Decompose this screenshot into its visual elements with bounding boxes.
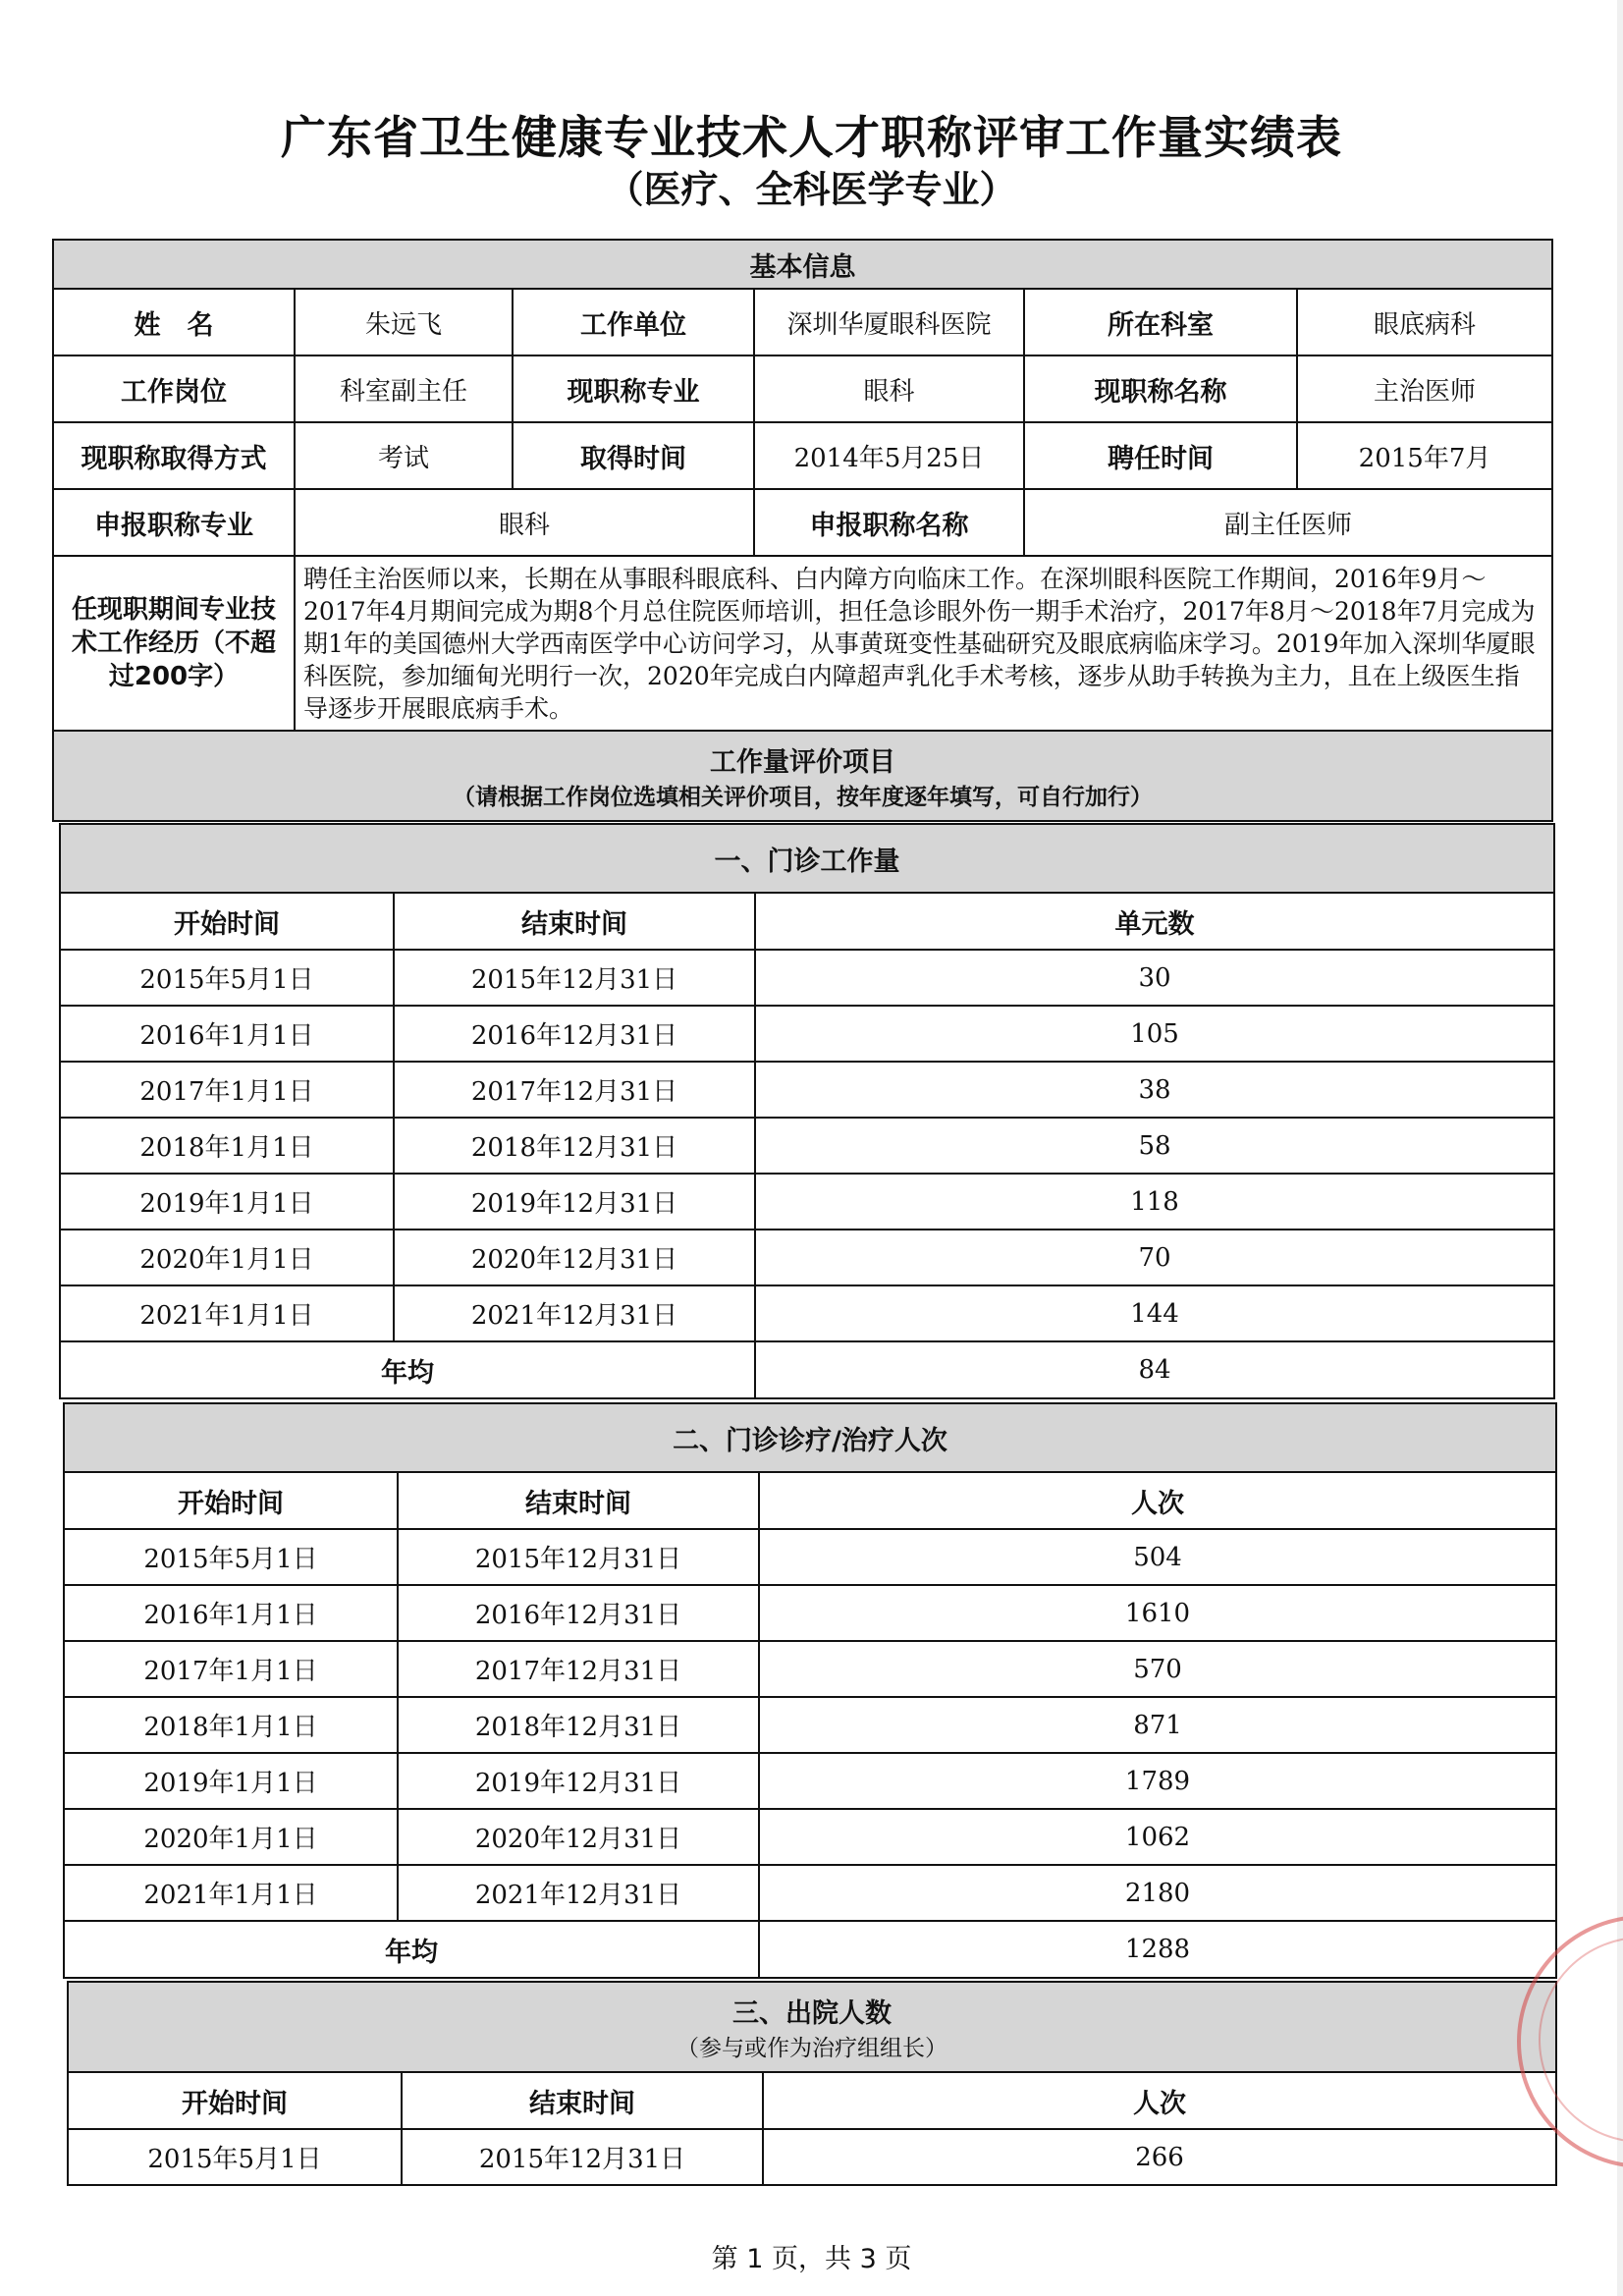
cell-end: 2021年12月31日 <box>398 1865 759 1921</box>
cell-end: 2020年12月31日 <box>398 1809 759 1865</box>
table-row <box>60 950 1554 1006</box>
outpatient-workload-table <box>59 823 1555 1399</box>
cell-start: 2017年1月1日 <box>64 1641 398 1697</box>
cell-start: 2019年1月1日 <box>64 1753 398 1809</box>
cell-value: 118 <box>755 1174 1554 1230</box>
obtain-time-value: 2014年5月25日 <box>754 422 1024 489</box>
cell-value: 70 <box>755 1230 1554 1285</box>
table-row <box>64 1697 1556 1753</box>
obtain-way-value: 考试 <box>295 422 513 489</box>
apply-major-value: 眼科 <box>295 489 754 556</box>
cell-start: 2018年1月1日 <box>60 1118 394 1174</box>
table-row <box>60 1006 1554 1062</box>
red-seal-inner-ring <box>1539 1937 1623 2143</box>
sec1-title: 一、门诊工作量 <box>60 824 1554 893</box>
apply-title-label: 申报职称名称 <box>754 489 1024 556</box>
cur-major-label: 现职称专业 <box>513 355 754 422</box>
obtain-time-label: 取得时间 <box>513 422 754 489</box>
sec3-rows <box>68 2129 1556 2185</box>
sec1-col-start: 开始时间 <box>60 893 394 950</box>
page-footer <box>0 2237 1623 2275</box>
sec1-col-value: 单元数 <box>755 893 1554 950</box>
post-value: 科室副主任 <box>295 355 513 422</box>
table-row <box>60 1230 1554 1285</box>
cell-value: 1062 <box>759 1809 1556 1865</box>
post-label: 工作岗位 <box>53 355 295 422</box>
cell-start: 2020年1月1日 <box>60 1230 394 1285</box>
dept-label: 所在科室 <box>1024 289 1297 355</box>
cell-value: 58 <box>755 1118 1554 1174</box>
cell-start: 2016年1月1日 <box>60 1006 394 1062</box>
sec3-title: 三、出院人数 <box>732 1998 893 2029</box>
cell-value: 504 <box>759 1529 1556 1585</box>
sec3-col-start: 开始时间 <box>68 2072 402 2129</box>
table-row <box>60 1285 1554 1341</box>
table-row <box>64 1529 1556 1585</box>
sec2-avg-value: 1288 <box>759 1921 1556 1978</box>
evaluation-title: 工作量评价项目 <box>710 747 896 778</box>
cell-value: 30 <box>755 950 1554 1006</box>
sec3-header <box>68 1982 1556 2072</box>
dept-value: 眼底病科 <box>1297 289 1552 355</box>
sec2-rows <box>64 1529 1556 1921</box>
cell-value: 2180 <box>759 1865 1556 1921</box>
cell-end: 2015年12月31日 <box>402 2129 763 2185</box>
hire-time-label: 聘任时间 <box>1024 422 1297 489</box>
cell-value: 105 <box>755 1006 1554 1062</box>
cell-start: 2017年1月1日 <box>60 1062 394 1118</box>
sec1-avg-label: 年均 <box>60 1341 755 1398</box>
cell-end: 2020年12月31日 <box>394 1230 755 1285</box>
sec1-rows <box>60 950 1554 1341</box>
table-row <box>60 1174 1554 1230</box>
sec3-col-value: 人次 <box>763 2072 1556 2129</box>
document-title: 广东省卫生健康专业技术人才职称评审工作量实绩表 <box>281 111 1342 164</box>
footer-prefix: 第 <box>711 2244 738 2274</box>
cell-start: 2020年1月1日 <box>64 1809 398 1865</box>
sec2-title: 二、门诊诊疗/治疗人次 <box>64 1403 1556 1472</box>
cell-start: 2021年1月1日 <box>60 1285 394 1341</box>
footer-page: 1 <box>746 2244 764 2274</box>
table-row <box>60 1062 1554 1118</box>
experience-text: 聘任主治医师以来，长期在从事眼科眼底科、白内障方向临床工作。在深圳眼科医院工作期间，2016年9月～2017年4月期间完成为期8个月总住院医师培训，担任急诊眼外伤一期手术治疗，2017年8月～2018年7月完成为期1年的美国德州大学西南医学中心访问学习，从事黄斑变性基础研究及眼底病临床学习。2019年加入深圳华厦眼科医院，参加缅甸光明行一次，2020年完成白内障超声乳化手术考核，逐步从助手转换为主力，且在上级医生指导逐步开展眼底病手术。 <box>295 556 1552 731</box>
table-row <box>64 1585 1556 1641</box>
cell-start: 2019年1月1日 <box>60 1174 394 1230</box>
cell-start: 2015年5月1日 <box>60 950 394 1006</box>
experience-label: 任现职期间专业技术工作经历（不超过200字） <box>53 556 295 731</box>
name-label: 姓 名 <box>53 289 295 355</box>
table-row <box>64 1753 1556 1809</box>
hire-time-value: 2015年7月 <box>1297 422 1552 489</box>
cell-end: 2015年12月31日 <box>394 950 755 1006</box>
unit-label: 工作单位 <box>513 289 754 355</box>
cell-value: 144 <box>755 1285 1554 1341</box>
table-row <box>64 1865 1556 1921</box>
sec2-col-end: 结束时间 <box>398 1472 759 1529</box>
cur-title-value: 主治医师 <box>1297 355 1552 422</box>
footer-suffix: 页 <box>885 2244 912 2274</box>
name-value: 朱远飞 <box>295 289 513 355</box>
sec2-col-start: 开始时间 <box>64 1472 398 1529</box>
cell-end: 2017年12月31日 <box>398 1641 759 1697</box>
cell-start: 2015年5月1日 <box>68 2129 402 2185</box>
cell-end: 2018年12月31日 <box>394 1118 755 1174</box>
cell-end: 2018年12月31日 <box>398 1697 759 1753</box>
cell-end: 2015年12月31日 <box>398 1529 759 1585</box>
cell-start: 2021年1月1日 <box>64 1865 398 1921</box>
cell-end: 2016年12月31日 <box>394 1006 755 1062</box>
table-row <box>60 1118 1554 1174</box>
cell-end: 2021年12月31日 <box>394 1285 755 1341</box>
sec2-avg-label: 年均 <box>64 1921 759 1978</box>
cell-value: 1789 <box>759 1753 1556 1809</box>
cell-value: 871 <box>759 1697 1556 1753</box>
sec1-avg-value: 84 <box>755 1341 1554 1398</box>
obtain-way-label: 现职称取得方式 <box>53 422 295 489</box>
unit-value: 深圳华厦眼科医院 <box>754 289 1024 355</box>
cell-value: 570 <box>759 1641 1556 1697</box>
cell-start: 2015年5月1日 <box>64 1529 398 1585</box>
document-subtitle: （医疗、全科医学专业） <box>606 168 1017 211</box>
cell-start: 2016年1月1日 <box>64 1585 398 1641</box>
sec3-col-end: 结束时间 <box>402 2072 763 2129</box>
footer-mid: 页，共 <box>772 2244 851 2274</box>
footer-total: 3 <box>859 2244 877 2274</box>
cell-value: 1610 <box>759 1585 1556 1641</box>
cur-title-label: 现职称名称 <box>1024 355 1297 422</box>
cell-value: 38 <box>755 1062 1554 1118</box>
cell-end: 2017年12月31日 <box>394 1062 755 1118</box>
sec1-col-end: 结束时间 <box>394 893 755 950</box>
cell-start: 2018年1月1日 <box>64 1697 398 1753</box>
basic-info-table <box>52 239 1553 822</box>
basic-info-header: 基本信息 <box>53 240 1552 289</box>
apply-major-label: 申报职称专业 <box>53 489 295 556</box>
apply-title-value: 副主任医师 <box>1024 489 1552 556</box>
table-row <box>64 1641 1556 1697</box>
evaluation-note: （请根据工作岗位选填相关评价项目，按年度逐年填写，可自行加行） <box>453 785 1154 810</box>
cell-end: 2019年12月31日 <box>398 1753 759 1809</box>
sec2-col-value: 人次 <box>759 1472 1556 1529</box>
table-row <box>68 2129 1556 2185</box>
cell-end: 2019年12月31日 <box>394 1174 755 1230</box>
cell-value: 266 <box>763 2129 1556 2185</box>
table-row <box>64 1809 1556 1865</box>
sec3-note: （参与或作为治疗组组长） <box>676 2036 948 2061</box>
outpatient-visits-table <box>63 1402 1557 1979</box>
discharge-table <box>67 1981 1557 2186</box>
evaluation-header <box>53 731 1552 821</box>
cell-end: 2016年12月31日 <box>398 1585 759 1641</box>
cur-major-value: 眼科 <box>754 355 1024 422</box>
